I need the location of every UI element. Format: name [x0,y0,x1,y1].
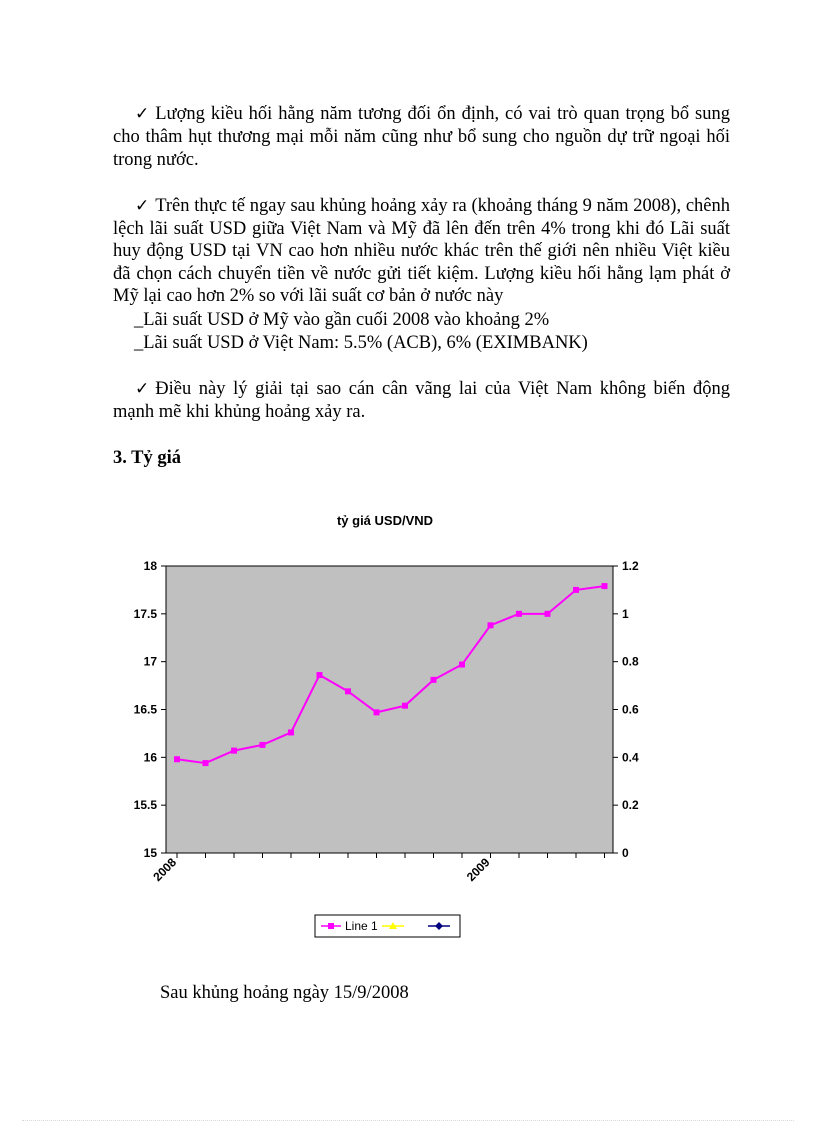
data-point [374,709,380,715]
left-tick-label: 17.5 [133,606,157,621]
right-axis [613,559,639,860]
paragraph-2-text: Trên thực tế ngay sau khủng hoảng xảy ra (khoảng tháng 9 năm 2008), chênh lệch lãi suất USD giữa Việt Nam và Mỹ đã lên đến trên 4% trong khi đó Lãi suất huy động USD tại VN cao hơn nhiều nước khác trên thế giới nên nhiều Việt kiều đã chọn cách chuyển tiền về nước gửi tiết kiệm. Lượng kiều hối hằng lạm phát ở Mỹ lại cao hơn 2% so với lãi suất cơ bản ở nước này [113,196,730,306]
data-point [174,756,180,762]
x-axis [150,853,604,884]
exchange-rate-chart [110,500,670,950]
left-tick-label: 15 [143,846,157,860]
x-tick-label: 2008 [150,855,180,885]
data-point [317,672,323,678]
section-heading: 3. Tỷ giá [113,448,182,468]
paragraph-3-text: Điều này lý giải tại sao cán cân vãng lai của Việt Nam không biến động mạnh mẽ khi khủng hoảng xảy ra. [113,379,730,422]
data-point [488,622,494,628]
caption: Sau khủng hoảng ngày 15/9/2008 [160,983,409,1003]
data-point [602,583,608,589]
legend-label: Line 1 [345,919,378,933]
page-footer-rule [22,1120,794,1121]
paragraph-1-line-3: trong nước. [113,150,199,170]
checkmark-icon: ✓ [135,196,150,216]
data-point [516,611,522,617]
left-tick-label: 18 [143,559,157,573]
paragraph-1-line-1: Lượng kiều hối hằng năm tương đối ổn định, có vai trò quan trọng bổ sung [155,104,730,124]
left-axis [134,559,166,860]
right-tick-label: 1 [622,606,629,621]
left-tick-label: 15.5 [133,798,157,813]
data-point [545,611,551,617]
right-tick-label: 0.6 [622,702,639,717]
checkmark-icon: ✓ [135,104,150,124]
right-tick-label: 1.2 [622,559,639,573]
right-tick-label: 0.8 [622,654,639,669]
data-point [260,742,266,748]
paragraph-2 [113,195,730,308]
left-tick-label: 16.5 [133,702,157,717]
right-tick-label: 0 [622,846,629,860]
data-point [203,760,209,766]
paragraph-3 [113,378,730,423]
legend [315,915,460,937]
chart-title: tỷ giá USD/VND [336,513,434,528]
bullet-vn-rate: _Lãi suất USD ở Việt Nam: 5.5% (ACB), 6% (EXIMBANK) [134,333,588,353]
data-point [573,587,579,593]
data-point [459,662,465,668]
paragraph-1 [113,103,730,126]
right-tick-label: 0.4 [622,750,639,765]
legend-square-marker [328,923,334,929]
data-point [402,703,408,709]
data-point [231,748,237,754]
paragraph-1-line-2: cho thâm hụt thương mại mỗi năm cũng như bổ sung cho nguồn dự trữ ngoại hối [113,127,730,147]
right-tick-label: 0.2 [622,798,639,813]
left-tick-label: 17 [143,654,157,669]
data-point [288,729,294,735]
data-point [431,677,437,683]
left-tick-label: 16 [143,750,157,765]
checkmark-icon: ✓ [135,379,150,399]
data-point [345,688,351,694]
bullet-us-rate: _Lãi suất USD ở Mỹ vào gần cuối 2008 vào khoảng 2% [134,310,550,330]
x-tick-label: 2009 [463,855,493,885]
